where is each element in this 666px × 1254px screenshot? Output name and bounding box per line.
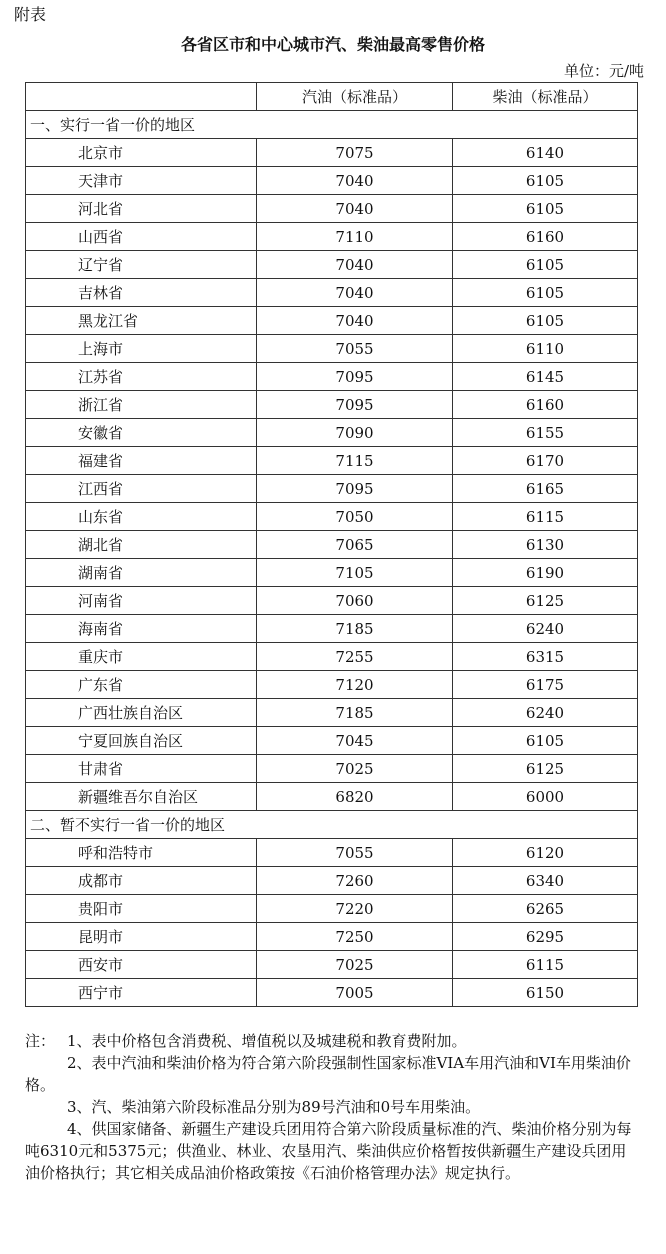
region-name: 上海市 [26,335,257,363]
diesel-price: 6265 [453,895,638,923]
region-name: 河北省 [26,195,257,223]
section-title: 二、暂不实行一省一价的地区 [26,811,638,839]
diesel-price: 6155 [453,419,638,447]
section-row [26,111,638,139]
diesel-price: 6165 [453,475,638,503]
table-row [26,307,638,335]
region-name: 重庆市 [26,643,257,671]
note-item: 3、汽、柴油第六阶段标准品分别为89号汽油和0号车用柴油。 [67,1098,481,1116]
diesel-price: 6110 [453,335,638,363]
gasoline-price: 7185 [257,615,453,643]
diesel-price: 6105 [453,307,638,335]
diesel-price: 6115 [453,951,638,979]
gasoline-price: 7005 [257,979,453,1007]
table-row [26,447,638,475]
diesel-price: 6190 [453,559,638,587]
diesel-price: 6145 [453,363,638,391]
gasoline-price: 7090 [257,419,453,447]
column-header-diesel: 柴油（标准品） [453,83,638,111]
region-name: 吉林省 [26,279,257,307]
table-row [26,643,638,671]
diesel-price: 6125 [453,587,638,615]
table-header-row [26,83,638,111]
gasoline-price: 7185 [257,699,453,727]
region-name: 湖北省 [26,531,257,559]
diesel-price: 6130 [453,531,638,559]
gasoline-price: 7040 [257,251,453,279]
table-row [26,363,638,391]
gasoline-price: 6820 [257,783,453,811]
gasoline-price: 7040 [257,195,453,223]
diesel-price: 6105 [453,167,638,195]
table-body [26,111,638,1007]
diesel-price: 6105 [453,195,638,223]
note-item [25,1030,637,1052]
table-row [26,503,638,531]
gasoline-price: 7040 [257,307,453,335]
table-row [26,251,638,279]
region-name: 江苏省 [26,363,257,391]
region-name: 宁夏回族自治区 [26,727,257,755]
table-row [26,979,638,1007]
diesel-price: 6240 [453,615,638,643]
gasoline-price: 7260 [257,867,453,895]
gasoline-price: 7255 [257,643,453,671]
table-row [26,279,638,307]
table-row [26,587,638,615]
gasoline-price: 7120 [257,671,453,699]
table-row [26,391,638,419]
table-row [26,167,638,195]
section-row [26,811,638,839]
region-name: 天津市 [26,167,257,195]
note-item: 4、供国家储备、新疆生产建设兵团用符合第六阶段质量标准的汽、柴油价格分别为每吨6310元和5375元；供渔业、林业、农垦用汽、柴油供应价格暂按供新疆生产建设兵团用油价格执行；其它相关成品油价格政策按《石油价格管理办法》规定执行。 [25,1120,632,1182]
region-name: 辽宁省 [26,251,257,279]
table-row [26,895,638,923]
diesel-price: 6125 [453,755,638,783]
diesel-price: 6115 [453,503,638,531]
table-row [26,839,638,867]
table-row [26,419,638,447]
region-name: 呼和浩特市 [26,839,257,867]
table-row [26,139,638,167]
region-name: 江西省 [26,475,257,503]
diesel-price: 6340 [453,867,638,895]
region-name: 甘肃省 [26,755,257,783]
region-name: 安徽省 [26,419,257,447]
gasoline-price: 7115 [257,447,453,475]
region-name: 福建省 [26,447,257,475]
gasoline-price: 7060 [257,587,453,615]
gasoline-price: 7025 [257,755,453,783]
diesel-price: 6105 [453,727,638,755]
diesel-price: 6150 [453,979,638,1007]
region-name: 西安市 [26,951,257,979]
diesel-price: 6175 [453,671,638,699]
note-text: 1、表中价格包含消费税、增值税以及城建税和教育费附加。 [67,1032,467,1050]
table-row [26,335,638,363]
table-row [26,195,638,223]
table-row [26,223,638,251]
table-row [26,755,638,783]
region-name: 浙江省 [26,391,257,419]
table-row [26,671,638,699]
table-row [26,867,638,895]
gasoline-price: 7095 [257,391,453,419]
table-row [26,699,638,727]
diesel-price: 6160 [453,223,638,251]
section-title: 一、实行一省一价的地区 [26,111,638,139]
region-name: 广西壮族自治区 [26,699,257,727]
gasoline-price: 7095 [257,363,453,391]
gasoline-price: 7040 [257,167,453,195]
diesel-price: 6240 [453,699,638,727]
diesel-price: 6295 [453,923,638,951]
diesel-price: 6120 [453,839,638,867]
diesel-price: 6000 [453,783,638,811]
region-name: 湖南省 [26,559,257,587]
region-name: 新疆维吾尔自治区 [26,783,257,811]
page-title: 各省区市和中心城市汽、柴油最高零售价格 [180,35,485,54]
table-row [26,475,638,503]
gasoline-price: 7065 [257,531,453,559]
region-name: 西宁市 [26,979,257,1007]
gasoline-price: 7040 [257,279,453,307]
diesel-price: 6315 [453,643,638,671]
gasoline-price: 7110 [257,223,453,251]
table-row [26,951,638,979]
region-name: 黑龙江省 [26,307,257,335]
region-name: 山东省 [26,503,257,531]
diesel-price: 6105 [453,279,638,307]
gasoline-price: 7095 [257,475,453,503]
region-name: 贵阳市 [26,895,257,923]
table-row [26,531,638,559]
region-name: 昆明市 [26,923,257,951]
region-name: 北京市 [26,139,257,167]
region-name: 河南省 [26,587,257,615]
gasoline-price: 7055 [257,335,453,363]
region-name: 山西省 [26,223,257,251]
unit-label: 单位：元/吨 [563,62,644,80]
table-row [26,727,638,755]
notes-prefix: 注： [25,1032,56,1050]
region-name: 成都市 [26,867,257,895]
table-row [26,615,638,643]
gasoline-price: 7025 [257,951,453,979]
table-row [26,923,638,951]
table-row [26,783,638,811]
price-table [25,82,638,1007]
attachment-label: 附表 [14,5,47,24]
gasoline-price: 7055 [257,839,453,867]
gasoline-price: 7050 [257,503,453,531]
note-item: 2、表中汽油和柴油价格为符合第六阶段强制性国家标准VIA车用汽油和VI车用柴油价格。 [25,1054,631,1094]
column-header-region [26,83,257,111]
diesel-price: 6170 [453,447,638,475]
column-header-gasoline: 汽油（标准品） [257,83,453,111]
gasoline-price: 7250 [257,923,453,951]
gasoline-price: 7045 [257,727,453,755]
diesel-price: 6140 [453,139,638,167]
diesel-price: 6160 [453,391,638,419]
notes [25,1030,637,1184]
region-name: 广东省 [26,671,257,699]
region-name: 海南省 [26,615,257,643]
gasoline-price: 7105 [257,559,453,587]
table-row [26,559,638,587]
gasoline-price: 7075 [257,139,453,167]
gasoline-price: 7220 [257,895,453,923]
diesel-price: 6105 [453,251,638,279]
